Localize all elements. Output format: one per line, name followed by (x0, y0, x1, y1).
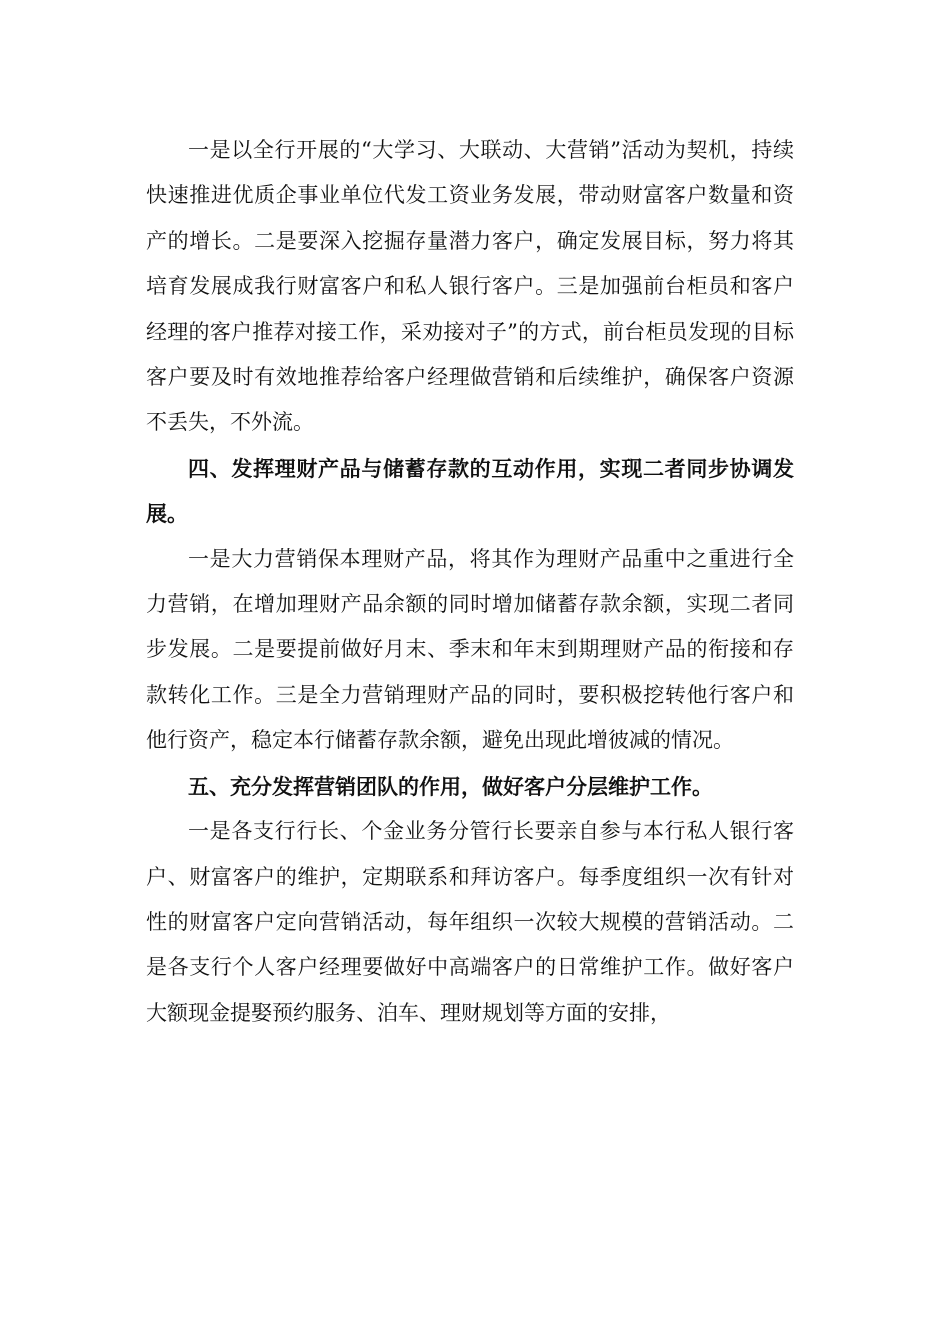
heading-section-five: 五、充分发挥营销团队的作用，做好客户分层维护工作。 (188, 773, 713, 799)
paragraph-customer-referral: 一是以全行开展的“大学习、大联动、大营销”活动为契机，持续快速推进优质企事业单位代发工资业务发展，带动财富客户数量和资产的增长。二是要深入挖掘存量潜力客户，确定发展目标，努力将其培育发展成我行财富客户和私人银行客户。三是加强前台柜员和客户经理的客户推荐对接工作，采劝接对子”的方式，前台柜员发现的目标客户要及时有效地推荐给客户经理做营销和后续维护，确保客户资源不丢失，不外流。 (146, 138, 794, 435)
paragraph-client-maintenance: 一是各支行行长、个金业务分管行长要亲自参与本行私人银行客户、财富客户的维护，定期联系和拜访客户。每季度组织一次有针对性的财富客户定向营销活动，每年组织一次较大规模的营销活动。二是各支行个人客户经理要做好中高端客户的日常维护工作。做好客户大额现金提娶预约服务、泊车、理财规划等方面的安排， (146, 819, 794, 1025)
paragraph-wealth-products: 一是大力营销保本理财产品，将其作为理财产品重中之重进行全力营销，在增加理财产品余额的同时增加储蓄存款余额，实现二者同步发展。二是要提前做好月末、季末和年末到期理财产品的衔接和存款转化工作。三是全力营销理财产品的同时，要积极挖转他行客户和他行资产，稳定本行储蓄存款余额，避免出现此增彼减的情况。 (146, 546, 794, 753)
document-body (146, 128, 794, 1036)
heading-section-four: 四、发挥理财产品与储蓄存款的互动作用，实现二者同步协调发展。 (146, 455, 794, 527)
